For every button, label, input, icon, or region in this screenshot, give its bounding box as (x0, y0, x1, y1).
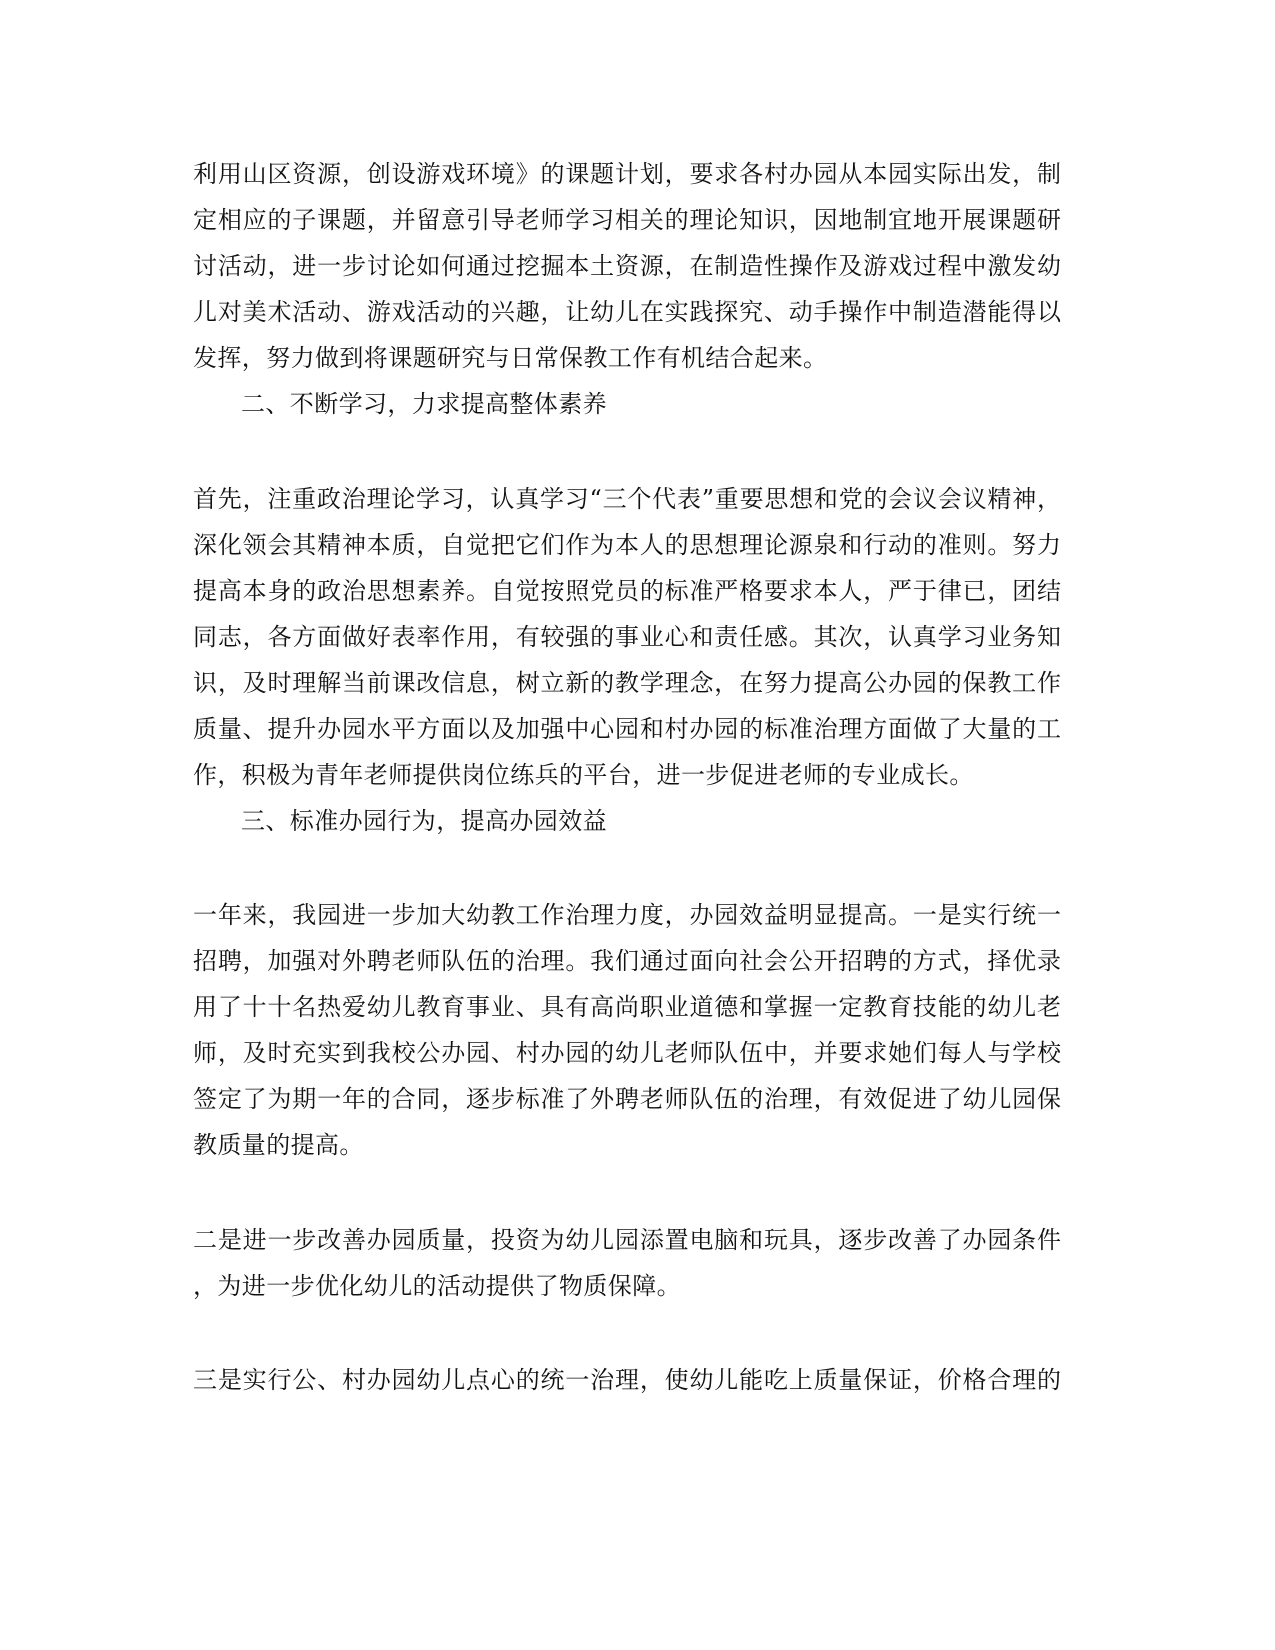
text-line: 发挥，努力做到将课题研究与日常保教工作有机结合起来。 (193, 344, 828, 372)
text-line: 识，及时理解当前课改信息，树立新的教学理念，在努力提高公办园的保教工作 (193, 669, 1061, 697)
text-line: 首先，注重政治理论学习，认真学习“三个代表”重要思想和党的会议会议精神， (193, 485, 1061, 513)
text-line: 同志，各方面做好表率作用，有较强的事业心和责任感。其次，认真学习业务知 (193, 623, 1061, 651)
text-line: 师，及时充实到我校公办园、村办园的幼儿老师队伍中，并要求她们每人与学校 (193, 1039, 1061, 1067)
text-line: 作，积极为青年老师提供岗位练兵的平台，进一步促进老师的专业成长。 (193, 761, 974, 789)
text-line: 用了十十名热爱幼儿教育事业、具有高尚职业道德和掌握一定教育技能的幼儿老 (193, 993, 1061, 1021)
text-line: ，为进一步优化幼儿的活动提供了物质保障。 (193, 1272, 681, 1300)
text-line: 签定了为期一年的合同，逐步标准了外聘老师队伍的治理，有效促进了幼儿园保 (193, 1085, 1061, 1113)
text-line: 讨活动，进一步讨论如何通过挖掘本土资源，在制造性操作及游戏过程中激发幼 (193, 252, 1061, 280)
text-line: 一年来，我园进一步加大幼教工作治理力度，办园效益明显提高。一是实行统一 (193, 901, 1061, 929)
text-line: 利用山区资源，创设游戏环境》的课题计划，要求各村办园从本园实际出发，制 (193, 160, 1061, 188)
text-line: 质量、提升办园水平方面以及加强中心园和村办园的标准治理方面做了大量的工 (193, 715, 1061, 743)
text-line: 招聘，加强对外聘老师队伍的治理。我们通过面向社会公开招聘的方式，择优录 (193, 947, 1061, 975)
text-line: 深化领会其精神本质，自觉把它们作为本人的思想理论源泉和行动的准则。努力 (193, 531, 1061, 559)
text-line: 三是实行公、村办园幼儿点心的统一治理，使幼儿能吃上质量保证，价格合理的 (193, 1366, 1061, 1394)
text-line: 二是进一步改善办园质量，投资为幼儿园添置电脑和玩具，逐步改善了办园条件 (193, 1226, 1061, 1254)
text-line: 儿对美术活动、游戏活动的兴趣，让幼儿在实践探究、动手操作中制造潜能得以 (193, 298, 1061, 326)
text-line: 定相应的子课题，并留意引导老师学习相关的理论知识，因地制宜地开展课题研 (193, 206, 1061, 234)
section-heading-study: 二、不断学习，力求提高整体素养 (241, 390, 607, 418)
text-line: 教质量的提高。 (193, 1131, 364, 1159)
text-line: 提高本身的政治思想素养。自觉按照党员的标准严格要求本人，严于律已，团结 (193, 577, 1061, 605)
section-heading-management: 三、标准办园行为，提高办园效益 (241, 807, 607, 835)
